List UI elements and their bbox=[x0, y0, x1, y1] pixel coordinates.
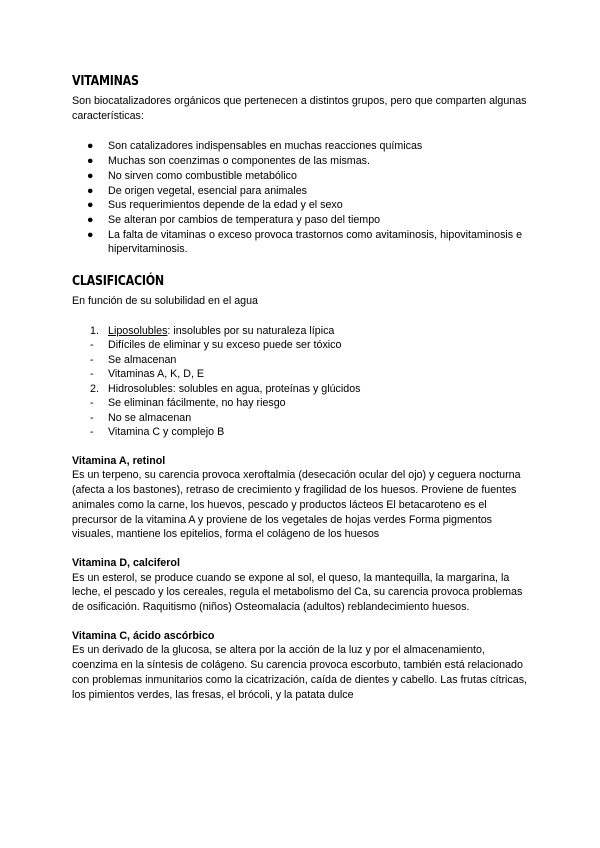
list-item: ● De origen vegetal, esencial para animales bbox=[87, 184, 308, 197]
list-item: ● Sus requerimientos depende de la edad y el sexo bbox=[87, 199, 343, 212]
list-item: ● Muchas son coenzimas o componentes de las mismas. bbox=[87, 155, 370, 168]
bullet-icon: ● bbox=[87, 169, 94, 182]
vitamina-a-section bbox=[72, 454, 532, 542]
list-item: - Se almacenan bbox=[90, 353, 177, 366]
vitamina-a-title: Vitamina A, retinol bbox=[72, 454, 166, 467]
clasificacion-list bbox=[72, 324, 532, 440]
clasificacion-intro: En función de su solubilidad en el agua bbox=[72, 295, 258, 308]
vitaminas-intro: Son biocatalizadores orgánicos que pertenecen a distintos grupos, pero que comparten algunas características: bbox=[72, 95, 527, 122]
list-item: - Difíciles de eliminar y su exceso puede ser tóxico bbox=[90, 339, 342, 352]
bullet-icon: ● bbox=[87, 228, 94, 241]
vitaminas-bullet-list bbox=[72, 139, 532, 257]
vitamina-c-body: Es un derivado de la glucosa, se altera por la acción de la luz y por el almacenamiento, coenzima en la síntesis de colágeno. Su carencia provoca escorbuto, también está relacionado con problemas inmunitarios como la cicatrización, caída de dientes y cabello. Las frutas cítricas, los pimientos verdes, las fresas, el brócoli, y la patata dulce bbox=[72, 644, 528, 701]
list-item: - Vitaminas A, K, D, E bbox=[90, 368, 205, 381]
vitaminas-heading: VITAMINAS bbox=[72, 73, 139, 89]
list-item: - Vitamina C y complejo B bbox=[90, 426, 225, 439]
list-item: - Se eliminan fácilmente, no hay riesgo bbox=[90, 397, 286, 410]
vitamina-d-body: Es un esterol, se produce cuando se expone al sol, el queso, la mantequilla, la margarina, la leche, el pescado y los cereales, regula el metabolismo del Ca, su carencia provoca problemas de osificación. Raquitismo (niños) Osteomalacia (adultos) reblandecimiento huesos. bbox=[72, 571, 523, 614]
list-item: - No se almacenan bbox=[90, 411, 192, 424]
vitamina-d-title: Vitamina D, calciferol bbox=[72, 556, 180, 569]
list-item: 1. Liposolubles: insolubles por su naturaleza lípica bbox=[90, 324, 335, 337]
clasificacion-heading: CLASIFICACIÓN bbox=[72, 273, 164, 290]
list-item: ● Son catalizadores indispensables en muchas reacciones químicas bbox=[87, 140, 423, 153]
list-item: ● No sirven como combustible metabólico bbox=[87, 169, 297, 182]
bullet-icon: ● bbox=[87, 184, 94, 197]
vitamina-c-title: Vitamina C, ácido ascórbico bbox=[72, 629, 215, 642]
vitamina-d-section bbox=[72, 556, 532, 615]
list-item: 2. Hidrosolubles: solubles en agua, proteínas y glúcidos bbox=[90, 382, 361, 395]
vitamina-c-section bbox=[72, 629, 532, 703]
document-page bbox=[72, 72, 532, 702]
liposolubles-term: Liposolubles bbox=[108, 324, 168, 337]
list-item: ● Se alteran por cambios de temperatura y paso del tiempo bbox=[87, 213, 381, 226]
bullet-icon: ● bbox=[87, 155, 94, 168]
clasificacion-section bbox=[72, 272, 532, 440]
vitamina-a-body: Es un terpeno, su carencia provoca xeroftalmia (desecación ocular del ojo) y ceguera nocturna (afecta a los bastones), retraso de crecimiento y fragilidad de los huesos. Proviene de fuentes animales como la carne, los huevos, pescado y productos lácteos El betacaroteno es el precursor de la vitamina A y proviene de los vegetales de hojas verdes Forma pigmentos visuales, mantiene los epitelios, forma el colágeno de los huesos bbox=[72, 469, 521, 541]
bullet-icon: ● bbox=[87, 213, 94, 226]
bullet-icon: ● bbox=[87, 199, 94, 212]
list-item: ● La falta de vitaminas o exceso provoca trastornos como avitaminosis, hipovitaminosis e hipervitaminosis. bbox=[87, 228, 523, 256]
bullet-icon: ● bbox=[87, 140, 94, 153]
